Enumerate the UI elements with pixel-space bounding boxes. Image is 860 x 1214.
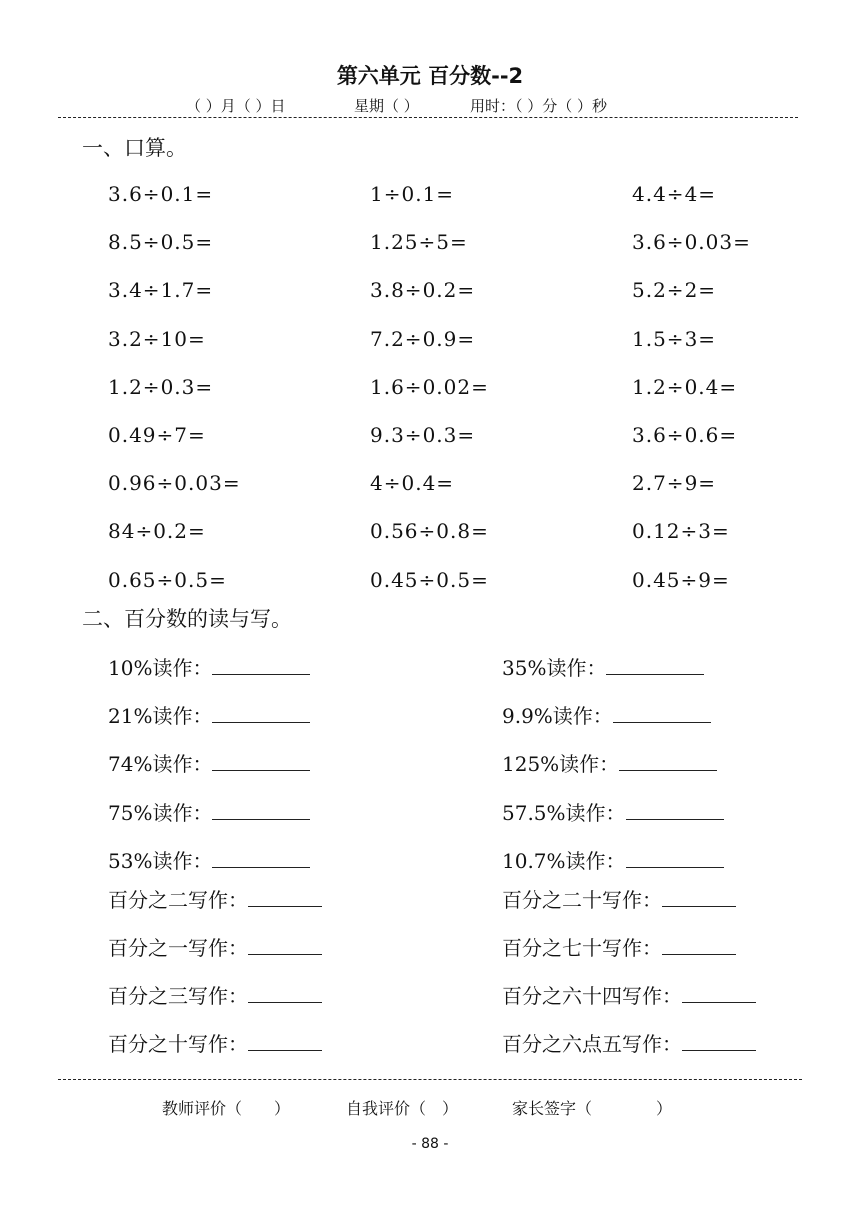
read-item — [108, 845, 310, 874]
answer-blank[interactable] — [606, 656, 704, 675]
calc-item: 1.25÷5= — [370, 230, 468, 255]
answer-blank[interactable] — [682, 984, 756, 1003]
calc-item: 0.65÷0.5= — [108, 567, 227, 592]
read-item — [108, 700, 310, 729]
write-item — [502, 932, 736, 961]
read-item-label: 21%读作： — [108, 704, 213, 729]
write-item-label: 百分之七十写作： — [502, 936, 662, 960]
answer-blank[interactable] — [613, 704, 711, 723]
calc-item: 7.2÷0.9= — [370, 326, 476, 351]
answer-blank[interactable] — [662, 936, 736, 955]
write-item — [108, 980, 322, 1009]
footer-divider — [58, 1079, 802, 1080]
answer-blank[interactable] — [662, 888, 736, 907]
calc-item: 2.7÷9= — [632, 471, 717, 496]
calc-item: 8.5÷0.5= — [108, 230, 214, 255]
write-item — [108, 884, 322, 913]
parent-signature: 家长签字（ ） — [512, 1099, 673, 1118]
read-item-label: 10%读作： — [108, 656, 213, 680]
answer-blank[interactable] — [248, 984, 322, 1003]
calc-item: 1.6÷0.02= — [370, 374, 489, 399]
calc-item: 1.5÷3= — [632, 326, 717, 351]
teacher-evaluation: 教师评价（ ） — [162, 1099, 291, 1118]
calc-item: 0.45÷9= — [632, 567, 730, 592]
read-item-label: 74%读作： — [108, 752, 213, 777]
calc-item: 9.3÷0.3= — [370, 423, 476, 447]
answer-blank[interactable] — [212, 656, 310, 675]
answer-blank[interactable] — [212, 849, 310, 868]
calc-item: 1÷0.1= — [370, 182, 455, 206]
read-item — [502, 652, 704, 681]
page-number: - 88 - — [411, 1136, 449, 1152]
write-item-label: 百分之三写作： — [108, 984, 248, 1008]
read-item — [502, 700, 711, 729]
write-item — [502, 884, 736, 913]
answer-blank[interactable] — [212, 801, 310, 820]
weekday-field: 星期（ ） — [354, 97, 419, 115]
section-1-heading: 一、口算。 — [82, 136, 187, 160]
write-item-label: 百分之二十写作： — [502, 888, 662, 912]
read-item — [502, 797, 724, 826]
self-evaluation: 自我评价（ ） — [346, 1099, 459, 1118]
answer-blank[interactable] — [212, 752, 310, 771]
read-item-label: 57.5%读作： — [502, 800, 626, 825]
calc-item: 3.4÷1.7= — [108, 278, 214, 303]
calc-item: 3.6÷0.1= — [108, 182, 214, 206]
answer-blank[interactable] — [248, 936, 322, 955]
write-item-label: 百分之二写作： — [108, 888, 248, 912]
read-item — [108, 748, 310, 777]
calc-item: 3.6÷0.6= — [632, 423, 738, 447]
answer-blank[interactable] — [626, 849, 724, 868]
read-item-label: 10.7%读作： — [502, 848, 626, 873]
answer-blank[interactable] — [619, 752, 717, 771]
calc-item: 0.96÷0.03= — [108, 471, 241, 496]
answer-blank[interactable] — [682, 1032, 756, 1051]
calc-item: 3.2÷10= — [108, 326, 206, 351]
page-title: 第六单元 百分数--2 — [336, 64, 524, 88]
read-item-label: 35%读作： — [502, 656, 607, 680]
calc-item: 5.2÷2= — [632, 278, 717, 303]
calc-item: 1.2÷0.3= — [108, 374, 214, 399]
calc-item: 3.6÷0.03= — [632, 230, 751, 255]
write-item-label: 百分之十写作： — [108, 1032, 248, 1056]
calc-item: 0.49÷7= — [108, 423, 206, 447]
calc-item: 1.2÷0.4= — [632, 374, 738, 399]
calc-item: 0.56÷0.8= — [370, 519, 489, 544]
date-field: （ ）月（ ）日 — [186, 97, 286, 115]
answer-blank[interactable] — [212, 704, 310, 723]
answer-blank[interactable] — [248, 1032, 322, 1051]
read-item-label: 53%读作： — [108, 848, 213, 873]
calc-item: 3.8÷0.2= — [370, 278, 476, 303]
write-item-label: 百分之六点五写作： — [502, 1032, 682, 1056]
calc-item: 0.12÷3= — [632, 519, 730, 544]
read-item-label: 75%读作： — [108, 800, 213, 825]
write-item — [108, 932, 322, 961]
write-item — [502, 980, 756, 1009]
section-2-heading: 二、百分数的读与写。 — [82, 607, 292, 631]
write-item — [108, 1028, 322, 1057]
read-item — [502, 748, 717, 777]
answer-blank[interactable] — [626, 801, 724, 820]
calc-item: 0.45÷0.5= — [370, 567, 489, 592]
read-item — [108, 797, 310, 826]
read-item-label: 125%读作： — [502, 752, 620, 777]
read-item-label: 9.9%读作： — [502, 704, 613, 729]
info-line — [58, 95, 798, 118]
calc-item: 84÷0.2= — [108, 519, 206, 544]
calc-item: 4÷0.4= — [370, 471, 455, 496]
write-item-label: 百分之六十四写作： — [502, 984, 682, 1008]
calc-item: 4.4÷4= — [632, 182, 717, 206]
answer-blank[interactable] — [248, 888, 322, 907]
time-field: 用时：（ ）分（ ）秒 — [470, 97, 608, 115]
write-item — [502, 1028, 756, 1057]
write-item-label: 百分之一写作： — [108, 936, 248, 960]
read-item — [502, 845, 724, 874]
read-item — [108, 652, 310, 681]
